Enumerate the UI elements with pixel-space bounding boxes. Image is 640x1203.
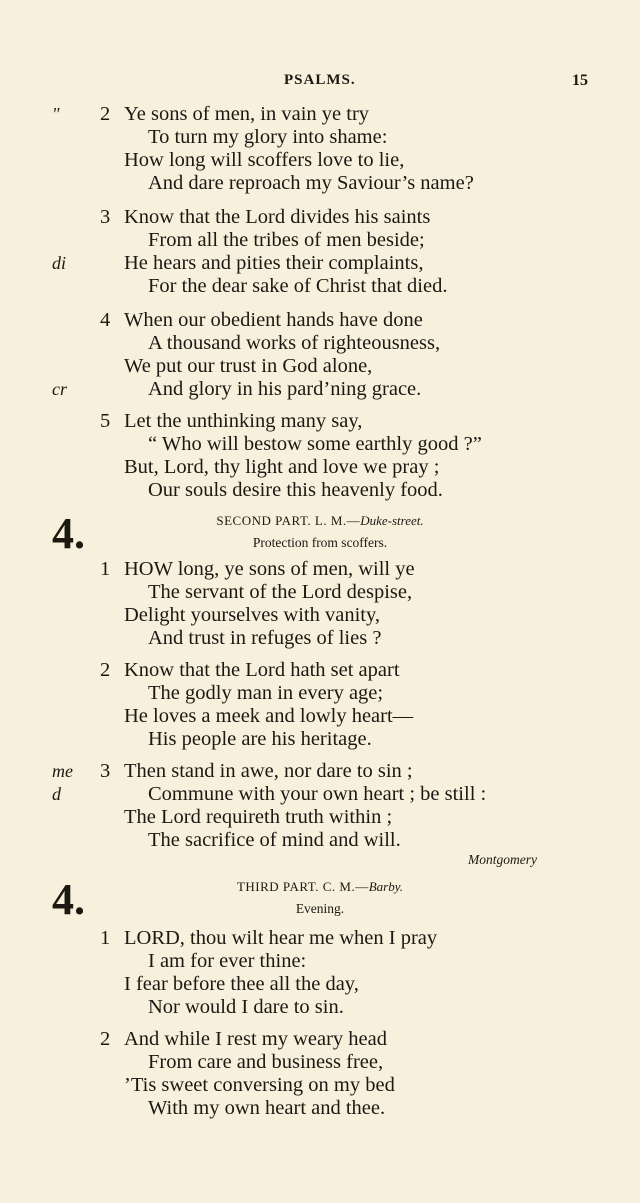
- margin-mark: cr: [52, 379, 67, 399]
- verse-text: Let the unthinking many say,: [124, 410, 363, 432]
- verse-text: And glory in his pard’ning grace.: [148, 378, 422, 400]
- stanza-2-3: [0, 760, 640, 852]
- verse-line: [0, 604, 640, 627]
- verse-text: Ye sons of men, in vain ye try: [124, 103, 370, 125]
- verse-line: [0, 1028, 640, 1051]
- verse-line: [0, 1051, 640, 1074]
- stanza-number: 1: [100, 927, 111, 949]
- tune-name: Duke-street.: [360, 513, 424, 528]
- stanza-1-4: [0, 309, 640, 401]
- verse-text: Our souls desire this heavenly food.: [148, 479, 443, 501]
- running-title: PSALMS.: [284, 72, 356, 88]
- hymn-meter: [0, 878, 640, 896]
- stanza-3-2: [0, 1028, 640, 1120]
- stanza-1-3: [0, 206, 640, 298]
- verse-line: [0, 126, 640, 149]
- verse-text: From care and business free,: [148, 1051, 384, 1073]
- verse-line: [0, 760, 640, 783]
- verse-text: And dare reproach my Saviour’s name?: [148, 172, 474, 194]
- verse-text: How long will scoffers love to lie,: [124, 149, 405, 171]
- verse-text: And while I rest my weary head: [124, 1028, 387, 1050]
- verse-line: [0, 103, 640, 126]
- verse-line: [0, 149, 640, 172]
- verse-line: [0, 433, 640, 456]
- margin-mark: me: [52, 761, 73, 781]
- verse-text: We put our trust in God alone,: [124, 355, 373, 377]
- margin-mark: di: [52, 253, 67, 273]
- verse-text: Know that the Lord hath set apart: [124, 659, 400, 681]
- verse-line: [0, 229, 640, 252]
- stanza-number: 3: [100, 760, 111, 782]
- verse-line: [0, 275, 640, 298]
- hymn-number: 4.: [52, 875, 85, 924]
- verse-line: [0, 1074, 640, 1097]
- verse-text: “ Who will bestow some earthly good ?”: [148, 433, 482, 455]
- stanza-1-5: [0, 410, 640, 502]
- verse-text: With my own heart and thee.: [148, 1097, 386, 1119]
- verse-text: LORD, thou wilt hear me when I pray: [124, 927, 438, 949]
- verse-line: [0, 996, 640, 1019]
- verse-text: I am for ever thine:: [148, 950, 307, 972]
- verse-text: The servant of the Lord despise,: [148, 581, 413, 603]
- verse-text: He loves a meek and lowly heart—: [124, 705, 414, 727]
- verse-line: [0, 1097, 640, 1120]
- stanza-number: 3: [100, 206, 111, 228]
- stanza-2-2: [0, 659, 640, 751]
- hymn-heading: [0, 878, 640, 918]
- margin-mark: ": [52, 104, 60, 124]
- stanza-1-2: [0, 103, 640, 195]
- hymn-number: 4.: [52, 509, 85, 558]
- verse-line: [0, 627, 640, 650]
- verse-line: [0, 479, 640, 502]
- verse-text: The godly man in every age;: [148, 682, 384, 704]
- hymn-meter: [0, 512, 640, 530]
- verse-line: [0, 829, 640, 852]
- verse-text: To turn my glory into shame:: [148, 126, 388, 148]
- margin-mark: d: [52, 784, 61, 804]
- verse-text: Know that the Lord divides his saints: [124, 206, 431, 228]
- verse-line: [0, 558, 640, 581]
- verse-line: [0, 581, 640, 604]
- verse-text: Commune with your own heart ; be still :: [148, 783, 487, 805]
- tune-name: Barby.: [368, 879, 404, 894]
- verse-text: ’Tis sweet conversing on my bed: [124, 1074, 395, 1096]
- page-number: 15: [572, 72, 588, 89]
- stanza-number: 1: [100, 558, 111, 580]
- hymn-heading: [0, 512, 640, 552]
- verse-line: [0, 682, 640, 705]
- verse-line: [0, 456, 640, 479]
- verse-line: [0, 172, 640, 195]
- verse-text: And trust in refuges of lies ?: [148, 627, 382, 649]
- hymn-subtitle: Protection from scoffers.: [252, 535, 388, 550]
- verse-text: But, Lord, thy light and love we pray ;: [124, 456, 440, 478]
- stanza-2-1: [0, 558, 640, 650]
- verse-line: [0, 659, 640, 682]
- verse-line: [0, 950, 640, 973]
- verse-text: Delight yourselves with vanity,: [124, 604, 381, 626]
- running-head: [0, 72, 640, 96]
- stanza-number: 2: [100, 103, 111, 125]
- verse-line: [0, 783, 640, 806]
- verse-text: When our obedient hands have done: [124, 309, 423, 331]
- verse-text: From all the tribes of men beside;: [148, 229, 425, 251]
- verse-line: [0, 252, 640, 275]
- meter-text: SECOND PART. L. M.—: [216, 513, 361, 528]
- verse-line: [0, 410, 640, 433]
- stanza-3-1: [0, 927, 640, 1019]
- verse-line: [0, 728, 640, 751]
- verse-text: For the dear sake of Christ that died.: [148, 275, 448, 297]
- verse-text: I fear before thee all the day,: [124, 973, 359, 995]
- verse-text: The Lord requireth truth within ;: [124, 806, 393, 828]
- verse-line: [0, 355, 640, 378]
- stanza-number: 2: [100, 1028, 111, 1050]
- stanza-number: 5: [100, 410, 111, 432]
- verse-text: A thousand works of righteousness,: [148, 332, 441, 354]
- verse-line: [0, 378, 640, 401]
- verse-line: [0, 806, 640, 829]
- verse-text: Then stand in awe, nor dare to sin ;: [124, 760, 413, 782]
- verse-line: [0, 332, 640, 355]
- verse-line: [0, 705, 640, 728]
- stanza-number: 4: [100, 309, 111, 331]
- verse-text: His people are his heritage.: [148, 728, 372, 750]
- verse-text: HOW long, ye sons of men, will ye: [124, 558, 415, 580]
- verse-line: [0, 927, 640, 950]
- author-attribution: Montgomery: [468, 852, 537, 867]
- verse-text: The sacrifice of mind and will.: [148, 829, 401, 851]
- hymn-subtitle: Evening.: [295, 901, 345, 916]
- verse-text: He hears and pities their complaints,: [124, 252, 424, 274]
- verse-text: Nor would I dare to sin.: [148, 996, 344, 1018]
- verse-line: [0, 973, 640, 996]
- stanza-number: 2: [100, 659, 111, 681]
- verse-line: [0, 309, 640, 332]
- verse-line: [0, 206, 640, 229]
- meter-text: THIRD PART. C. M.—: [236, 879, 369, 894]
